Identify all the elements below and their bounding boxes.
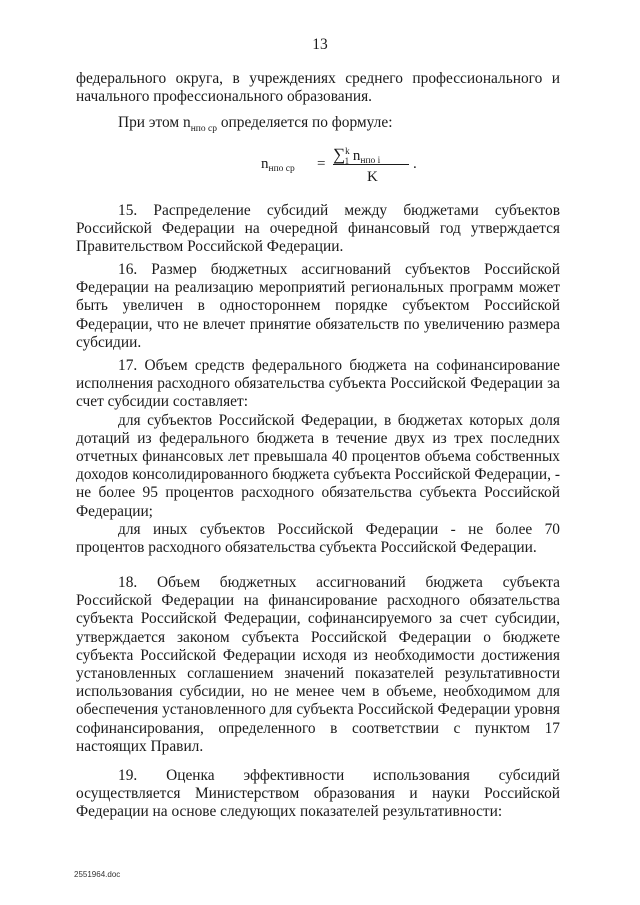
clause-19 <box>76 767 560 822</box>
page-number: 13 <box>312 36 328 53</box>
fraction-bar <box>333 164 409 165</box>
clause-17 <box>76 357 560 557</box>
paragraph-text: 17. Объем средств федерального бюджета на софинансирование исполнения расходного обязательства субъекта Российской Федерации за счет субсидии составляет: <box>76 357 560 411</box>
paragraph-continuation <box>76 70 560 106</box>
paragraph-text: для субъектов Российской Федерации, в бюджетах которых доля дотаций из федерального бюджета в течение двух из трех последних отчетных финансовых лет превышала 40 процентов объема собственных доходов консолидированного бюджета субъекта Российской Федерации, - не более 95 процентов расходного обязательства субъекта Российской Федерации; <box>76 411 560 520</box>
formula-denominator: K <box>367 169 378 185</box>
formula-intro: При этом $n_{нпо ср}$ определяется по формуле: <box>118 114 393 135</box>
paragraph-text: 19. Оценка эффективности использования субсидий осуществляется Министерством образования и науки Российской Федерации на основе следующих показателей результативности: <box>76 767 560 821</box>
paragraph-text: 18. Объем бюджетных ассигнований бюджета субъекта Российской Федерации на финансирование расходного обязательства субъекта Российской Федерации, софинансируемого за счет субсидии, утверждается законом субъекта Российской Федерации о бюджете субъекта Российской Федерации исходя из необходимости достижения установленных соглашением значений показателей результативности использования субсидии, но не менее чем в объеме, необходимом для обеспечения установленного для субъекта Российской Федерации уровня софинансирования, определенного в соответствии с пунктом 17 настоящих Правил. <box>76 574 560 755</box>
sum-symbol: ∑ <box>333 145 346 164</box>
formula <box>261 142 431 190</box>
paragraph-text: 15. Распределение субсидий между бюджетами субъектов Российской Федерации на очередной финансовый год утверждается Правительством Российской Федерации. <box>76 202 560 256</box>
formula-equals: = <box>317 156 326 172</box>
clause-18 <box>76 574 560 756</box>
file-name-footer: 2551964.doc <box>74 870 121 879</box>
formula-period: . <box>413 156 417 172</box>
formula-lhs: $n_{нпо ср}$ <box>261 156 295 174</box>
formula-numerator: ∑$^k_1$ $n_{нпо i}$ <box>333 145 381 166</box>
paragraph-text: федерального округа, в учреждениях среднего профессионального и начального профессионального образования. <box>76 70 560 106</box>
paragraph-text: для иных субъектов Российской Федерации - не более 70 процентов расходного обязательства субъекта Российской Федерации. <box>76 520 560 557</box>
clause-16 <box>76 261 560 352</box>
paragraph-text: 16. Размер бюджетных ассигнований субъектов Российской Федерации на реализацию мероприятий региональных программ может быть увеличен в одностороннем порядке субъектом Российской Федерации, что не влечет принятие обязательств по увеличению размера субсидии. <box>76 261 560 351</box>
clause-15 <box>76 202 560 257</box>
